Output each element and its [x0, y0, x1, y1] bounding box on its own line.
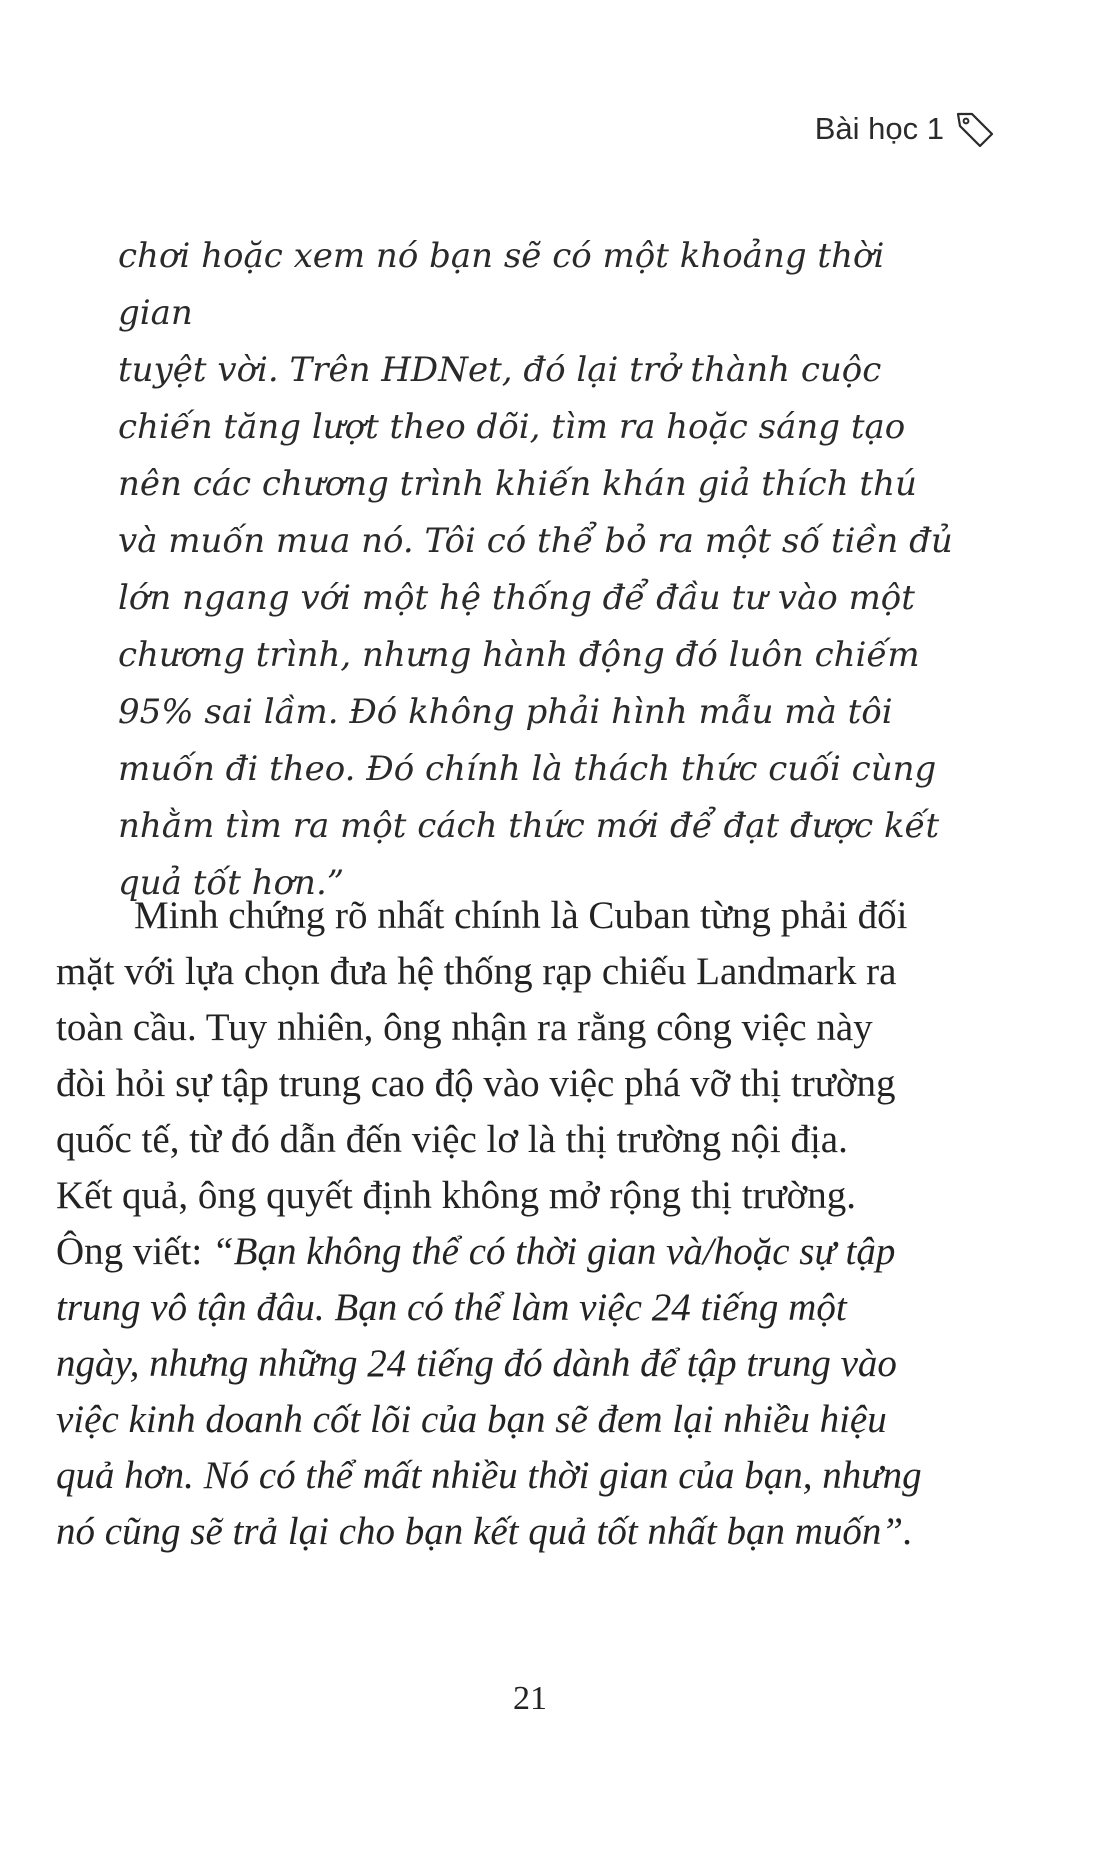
running-header	[815, 108, 996, 150]
body-paragraph	[56, 888, 988, 1560]
chapter-label: Bài học 1	[814, 111, 944, 146]
inline-quote: “Bạn không thể có thời gian và/hoặc sự tập trung vô tận đâu. Bạn có thể làm việc 24 tiếng một ngày, nhưng những 24 tiếng đó dành để tập trung vào việc kinh doanh cốt lõi của bạn sẽ đem lại nhiều hiệu quả hơn. Nó có thể mất nhiều thời gian của bạn, nhưng nó cũng sẽ trả lại cho bạn kết quả tốt nhất bạn muốn”.	[56, 1230, 922, 1553]
page-number: 21	[513, 1680, 547, 1717]
paragraph-text: Minh chứng rõ nhất chính là Cuban từng phải đối mặt với lựa chọn đưa hệ thống rạp chiếu Landmark ra toàn cầu. Tuy nhiên, ông nhận ra rằng công việc này đòi hỏi sự tập trung cao độ vào việc phá vỡ thị trường quốc tế, từ đó dẫn đến việc lơ là thị trường nội địa. Kết quả, ông quyết định không mở rộng thị trường. Ông viết:	[56, 894, 908, 1273]
tag-icon	[954, 108, 996, 150]
indented-quote-block: chơi hoặc xem nó bạn sẽ có một khoảng thời gian tuyệt vời. Trên HDNet, đó lại trở thành cuộc chiến tăng lượt theo dõi, tìm ra hoặc sáng tạo nên các chương trình khiến khán giả thích thú và muốn mua nó. Tôi có thể bỏ ra một số tiền đủ lớn ngang với một hệ thống để đầu tư vào một chương trình, nhưng hành động đó luôn chiếm 95% sai lầm. Đó không phải hình mẫu mà tôi muốn đi theo. Đó chính là thách thức cuối cùng nhằm tìm ra một cách thức mới để đạt được kết quả tốt hơn.”	[118, 236, 953, 903]
